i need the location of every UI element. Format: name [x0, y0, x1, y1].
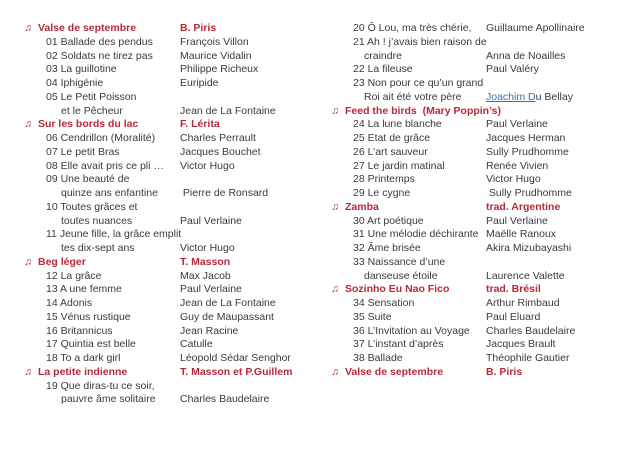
entry-title-cell	[330, 173, 486, 187]
entry-title-line: 14 Adonis	[46, 297, 93, 309]
entry-author: Akira Mizubayashi	[486, 242, 572, 254]
entry-author-cell	[486, 91, 636, 105]
entry-title-cell	[330, 366, 486, 380]
program-entry-row	[24, 380, 330, 408]
entry-author: Laurence Valette	[486, 269, 565, 282]
entry-author: François Villon	[180, 35, 249, 48]
program-entry-row	[24, 63, 330, 77]
entry-author: Jacques Brault	[486, 338, 556, 351]
entry-title-cell	[24, 50, 180, 64]
section-title: Sozinho Eu Nao Fico	[345, 283, 450, 296]
program-entry-row	[24, 270, 330, 284]
program-entry-row	[330, 325, 636, 339]
entry-author: Pierre de Ronsard	[180, 187, 269, 199]
entry-title-cell	[330, 63, 486, 77]
entry-author-cell	[486, 242, 636, 256]
entry-title-cell	[330, 187, 486, 201]
program-entry-row	[24, 297, 330, 311]
entry-author-cell	[486, 160, 636, 174]
entry-author: Charles Baudelaire	[486, 324, 576, 337]
entry-title-line: 09 Une beauté de	[46, 173, 130, 186]
entry-title-cell	[24, 173, 180, 201]
entry-author: Renée Vivien	[486, 159, 549, 172]
section-title: Valse de septembre	[345, 365, 444, 378]
entry-title-line: 31 Une mélodie déchirante	[353, 228, 479, 241]
entry-title-line: danseuse étoile	[364, 269, 438, 282]
section-title: Sur les bords du lac	[38, 118, 139, 131]
entry-title-line: toutes nuances	[61, 214, 133, 227]
program-entry-row	[24, 352, 330, 366]
section-header-row	[24, 22, 330, 36]
section-title: La petite indienne	[38, 365, 128, 378]
entry-author: Philippe Richeux	[180, 63, 259, 76]
entry-author-cell	[180, 132, 330, 146]
entry-author-cell	[486, 352, 636, 366]
entry-title-cell	[24, 380, 180, 408]
entry-author-cell	[180, 215, 330, 229]
entry-title-cell	[330, 297, 486, 311]
entry-title-cell	[330, 311, 486, 325]
entry-title-line: 30 Art poétique	[353, 214, 424, 227]
entry-author: Paul Eluard	[486, 310, 541, 323]
entry-author-cell	[180, 242, 330, 256]
section-author: T. Masson	[180, 255, 231, 268]
entry-title-cell	[24, 36, 180, 50]
entry-title-line: 37 L’instant d’après	[353, 338, 444, 351]
entry-title-cell	[330, 36, 486, 64]
music-note-icon: ♫	[24, 365, 32, 378]
entry-author: Jean de La Fontaine	[180, 104, 276, 117]
entry-author: Max Jacob	[180, 269, 231, 282]
entry-author: Sully Prudhomme	[486, 187, 572, 199]
entry-author-cell	[486, 63, 636, 77]
program-column-right	[330, 22, 636, 380]
section-author: B. Piris	[486, 365, 523, 378]
entry-author-cell	[180, 338, 330, 352]
program-entry-row	[24, 160, 330, 174]
entry-title-cell	[330, 146, 486, 160]
entry-title-cell	[24, 297, 180, 311]
music-note-icon: ♫	[331, 104, 339, 117]
entry-author-cell	[180, 160, 330, 174]
entry-author: Charles Perrault	[180, 132, 256, 144]
entry-title-cell	[24, 63, 180, 77]
entry-title-line: 34 Sensation	[353, 297, 415, 309]
entry-title-cell	[24, 22, 180, 36]
program-entry-row	[24, 173, 330, 201]
entry-author: Euripide	[180, 77, 219, 89]
section-header-row	[24, 118, 330, 132]
entry-title-cell	[24, 118, 180, 132]
program-entry-row	[24, 50, 330, 64]
entry-author: Maëlle Ranoux	[486, 228, 557, 241]
program-entry-row	[330, 160, 636, 174]
entry-title-cell	[24, 270, 180, 284]
entry-author-cell	[180, 256, 330, 270]
entry-author-cell	[180, 77, 330, 91]
program-entry-row	[24, 283, 330, 297]
program-entry-row	[24, 132, 330, 146]
entry-title-cell	[24, 338, 180, 352]
entry-title-cell	[24, 352, 180, 366]
entry-title-cell	[330, 77, 486, 105]
entry-title-line: 01 Ballade des pendus	[46, 35, 153, 48]
entry-author: Jacques Bouchet	[180, 145, 261, 158]
entry-author-cell	[486, 366, 636, 380]
program-entry-row	[24, 201, 330, 229]
entry-title-cell	[24, 132, 180, 146]
program-entry-row	[24, 311, 330, 325]
entry-author: Théophile Gautier	[486, 352, 570, 364]
entry-author-cell	[486, 311, 636, 325]
entry-title-line: 07 Le petit Bras	[46, 145, 120, 158]
entry-title-cell	[24, 283, 180, 297]
entry-title-line: 28 Printemps	[353, 173, 415, 186]
program-entry-row	[24, 338, 330, 352]
entry-author-cell	[180, 105, 330, 119]
entry-author-cell	[180, 187, 330, 201]
entry-author-cell	[180, 22, 330, 36]
music-note-icon: ♫	[24, 118, 32, 131]
entry-author-cell	[180, 297, 330, 311]
program-entry-row	[330, 215, 636, 229]
entry-title-line: craindre	[364, 49, 402, 62]
program-entry-row	[24, 77, 330, 91]
entry-author-cell	[180, 63, 330, 77]
entry-title-cell	[24, 256, 180, 270]
entry-title-line: 02 Soldats ne tirez pas	[46, 49, 153, 62]
entry-author-cell	[486, 228, 636, 242]
program-entry-row	[330, 228, 636, 242]
section-title: Zamba	[345, 200, 379, 213]
entry-author-cell	[180, 352, 330, 366]
section-author: F. Lérita	[180, 118, 220, 131]
entry-author: Jean de La Fontaine	[180, 297, 276, 309]
entry-title-line: tes dix-sept ans	[61, 242, 135, 254]
entry-author-cell	[486, 297, 636, 311]
entry-author: Guy de Maupassant	[180, 310, 274, 323]
entry-title-line: 10 Toutes grâces et	[46, 200, 138, 213]
entry-author-cell	[486, 270, 636, 284]
entry-author: Paul Verlaine	[486, 118, 548, 131]
entry-title-line: 24 La lune blanche	[353, 118, 442, 131]
program-entry-row	[330, 338, 636, 352]
author-link-rest: u Bellay	[535, 90, 573, 103]
entry-author-cell	[180, 393, 330, 407]
entry-author-cell	[180, 146, 330, 160]
entry-author: Guillaume Apollinaire	[486, 22, 585, 34]
section-title: Valse de septembre	[38, 22, 137, 34]
entry-author-cell	[486, 50, 636, 64]
entry-title-cell	[330, 325, 486, 339]
section-author: trad. Argentine	[486, 200, 561, 213]
entry-author-cell	[180, 366, 330, 380]
entry-title-line: pauvre âme solitaire	[61, 393, 156, 406]
music-note-icon: ♫	[24, 22, 32, 34]
entry-title-cell	[330, 352, 486, 366]
entry-title-line: 36 L’Invitation au Voyage	[353, 324, 470, 337]
program-entry-row	[330, 297, 636, 311]
program-entry-row	[330, 132, 636, 146]
entry-title-line: 06 Cendrillon (Moralité)	[46, 132, 156, 144]
program-entry-row	[330, 173, 636, 187]
entry-title-line: 19 Que diras-tu ce soir,	[46, 379, 155, 392]
entry-author: Arthur Rimbaud	[486, 297, 560, 309]
program-entry-row	[330, 63, 636, 77]
entry-author-cell	[486, 283, 636, 297]
music-note-icon: ♫	[331, 365, 339, 378]
program-entry-row	[330, 311, 636, 325]
entry-title-cell	[330, 201, 486, 215]
entry-title-line: 17 Quintia est belle	[46, 338, 136, 351]
music-note-icon: ♫	[331, 200, 339, 213]
entry-author: Charles Baudelaire	[180, 393, 270, 406]
program-entry-row	[24, 91, 330, 119]
entry-title-line: 38 Ballade	[353, 352, 403, 364]
entry-title-line: 12 La grâce	[46, 269, 102, 282]
entry-title-cell	[330, 132, 486, 146]
section-header-row	[24, 256, 330, 270]
author-link[interactable]: Joachim D	[486, 90, 536, 103]
section-author: B. Piris	[180, 22, 217, 34]
entry-title-line: 26 L’art sauveur	[353, 145, 428, 158]
program-entry-row	[24, 228, 330, 256]
section-header-row	[330, 366, 636, 380]
entry-author: Maurice Vidalin	[180, 49, 252, 62]
entry-title-line: 29 Le cygne	[353, 187, 411, 199]
section-author: trad. Brésil	[486, 283, 541, 296]
music-note-icon: ♫	[24, 255, 32, 268]
entry-author: Paul Verlaine	[180, 214, 242, 227]
entry-title-line: 27 Le jardin matinal	[353, 159, 445, 172]
entry-title-line: 21 Ah ! j’avais bien raison de	[353, 35, 487, 48]
entry-title-cell	[330, 118, 486, 132]
entry-title-line: 16 Britannicus	[46, 324, 113, 337]
entry-author: Catulle	[180, 338, 213, 351]
entry-author: Anna de Noailles	[486, 49, 566, 62]
music-note-icon: ♫	[331, 283, 339, 296]
entry-author: Paul Verlaine	[486, 214, 548, 227]
entry-author-cell	[486, 118, 636, 132]
entry-author: Paul Verlaine	[180, 283, 242, 296]
entry-title-cell	[24, 325, 180, 339]
entry-title-line: 13 A une femme	[46, 283, 122, 296]
entry-title-line: 23 Non pour ce qu’un grand	[353, 77, 484, 89]
entry-title-cell	[24, 311, 180, 325]
entry-author-cell	[180, 50, 330, 64]
entry-title-cell	[330, 160, 486, 174]
entry-title-line: 05 Le Petit Poisson	[46, 90, 137, 103]
section-author: T. Masson et P.Guillem	[180, 365, 293, 378]
entry-title-line: 04 Iphigénie	[46, 77, 104, 89]
entry-title-line: 22 La fileuse	[353, 63, 413, 76]
entry-title-line: 35 Suite	[353, 310, 392, 323]
program-entry-row	[330, 242, 636, 256]
entry-author-cell	[486, 201, 636, 215]
entry-title-line: 11 Jeune fille, la grâce emplit	[46, 228, 182, 241]
entry-author-cell	[180, 270, 330, 284]
entry-title-line: 32 Âme brisée	[353, 242, 421, 254]
entry-author-cell	[486, 338, 636, 352]
section-title: Beg léger	[38, 255, 86, 268]
entry-author: Victor Hugo	[486, 173, 541, 186]
entry-author-cell	[180, 36, 330, 50]
entry-title-line: et le Pêcheur	[61, 104, 123, 117]
program-entry-row	[330, 187, 636, 201]
program-entry-row	[330, 352, 636, 366]
program-entry-row	[330, 36, 636, 64]
entry-title-cell	[24, 366, 180, 380]
entry-author: Léopold Sédar Senghor	[180, 352, 291, 364]
program-column-left	[24, 22, 330, 407]
entry-author-cell	[180, 311, 330, 325]
entry-author-cell	[486, 132, 636, 146]
entry-title-cell	[24, 146, 180, 160]
entry-title-cell	[24, 91, 180, 119]
entry-author-cell	[486, 22, 636, 36]
entry-author: Victor Hugo	[180, 242, 235, 254]
entry-title-cell	[330, 242, 486, 256]
entry-author-cell	[486, 187, 636, 201]
entry-title-line: 03 La guillotine	[46, 63, 117, 76]
program-entry-row	[24, 36, 330, 50]
entry-title-cell	[330, 228, 486, 242]
entry-author: Jacques Herman	[486, 132, 566, 144]
entry-title-line: 15 Vénus rustique	[46, 310, 131, 323]
entry-author-cell	[180, 283, 330, 297]
entry-title-line: quinze ans enfantine	[61, 187, 158, 199]
entry-title-cell	[330, 256, 486, 284]
section-title: Feed the birds (Mary Poppin’s)	[345, 104, 501, 117]
entry-title-line: 08 Elle avait pris ce pli …	[46, 159, 164, 172]
entry-title-cell	[330, 215, 486, 229]
entry-title-cell	[24, 77, 180, 91]
entry-title-cell	[24, 160, 180, 174]
entry-title-cell	[330, 22, 486, 36]
entry-author: Sully Prudhomme	[486, 145, 569, 158]
section-header-row	[330, 283, 636, 297]
entry-author: Paul Valéry	[486, 63, 539, 76]
entry-title-line: 33 Naissance d’une	[353, 255, 446, 268]
entry-title-line: 18 To a dark girl	[46, 352, 121, 364]
entry-title-line: 20 Ô Lou, ma très chérie,	[353, 22, 472, 34]
section-header-row	[330, 105, 636, 119]
program-entry-row	[24, 325, 330, 339]
section-header-row	[330, 201, 636, 215]
entry-title-cell	[330, 338, 486, 352]
entry-author-cell	[486, 325, 636, 339]
entry-author-cell	[486, 173, 636, 187]
program-entry-row	[330, 22, 636, 36]
entry-author-cell	[486, 215, 636, 229]
entry-author-cell	[180, 118, 330, 132]
entry-author-cell	[486, 146, 636, 160]
program-entry-row	[330, 77, 636, 105]
entry-title-cell	[24, 228, 180, 256]
entry-title-line: Roi ait été votre père	[364, 90, 462, 103]
program-entry-row	[330, 256, 636, 284]
entry-title-line: 25 Etat de grâce	[353, 132, 431, 144]
program-entry-row	[24, 146, 330, 160]
entry-author: Victor Hugo	[180, 159, 235, 172]
program-entry-row	[330, 118, 636, 132]
program-entry-row	[330, 146, 636, 160]
section-header-row	[24, 366, 330, 380]
entry-title-cell	[24, 201, 180, 229]
entry-author-cell	[180, 325, 330, 339]
entry-title-cell	[330, 283, 486, 297]
entry-title-cell	[330, 104, 501, 119]
entry-author: Jean Racine	[180, 324, 239, 337]
